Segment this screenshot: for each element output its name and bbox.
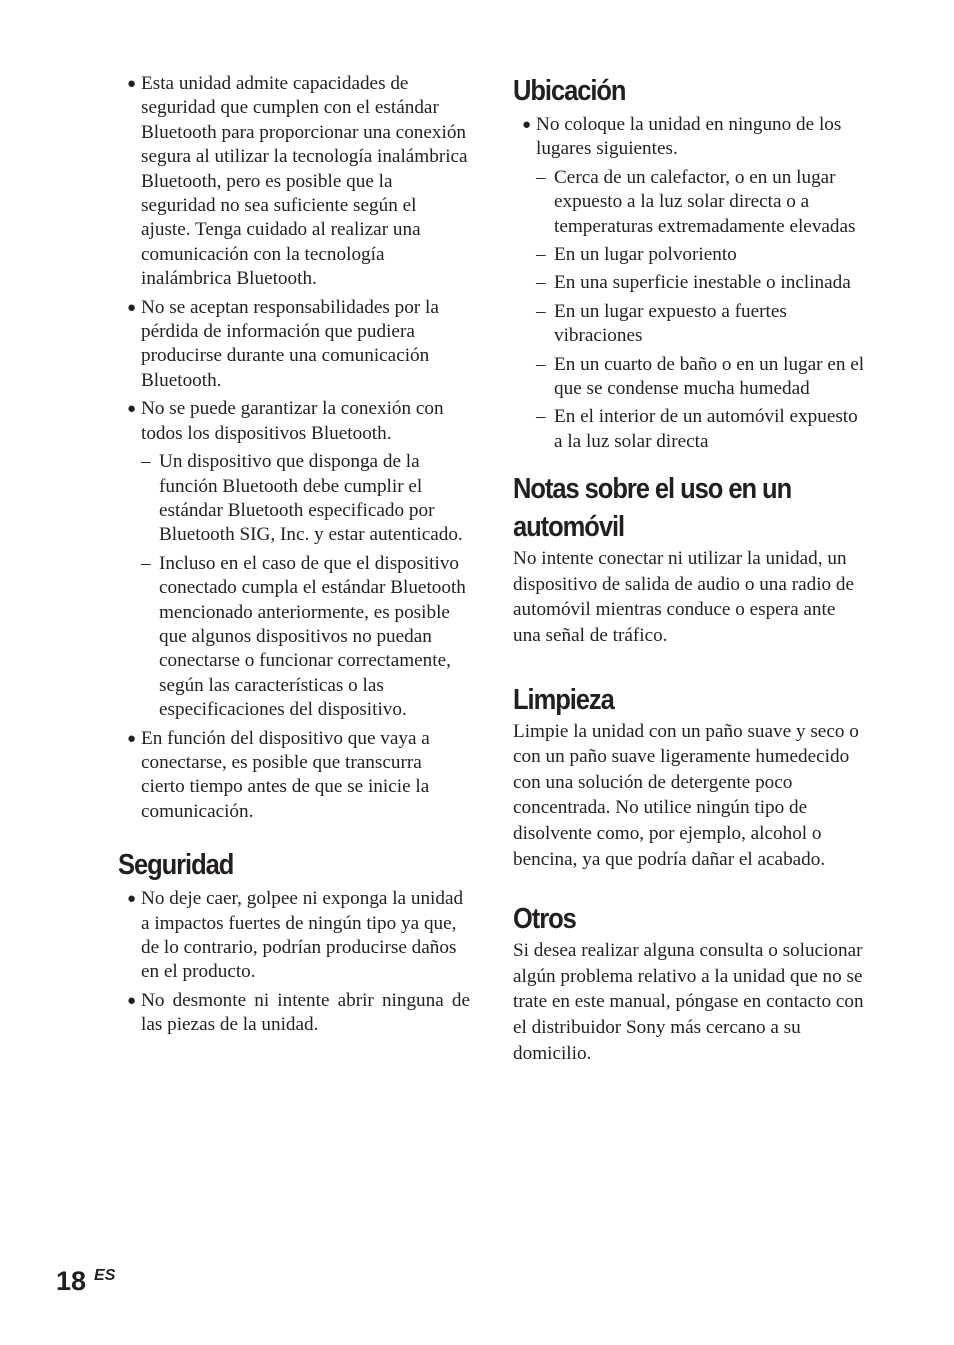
bullet-text: No deje caer, golpee ni exponga la unidad a impactos fuertes de ningún tipo ya que, de lo contrario, podrían producirse daños en el producto. — [141, 888, 464, 983]
section-title-notas-line1: Notas sobre el uso en un — [513, 473, 792, 506]
bullet-icon: ● — [522, 117, 532, 133]
ubicacion-bullet-list — [513, 113, 865, 454]
bullet-icon: ● — [127, 891, 137, 908]
sub-item-text: En un lugar polvoriento — [554, 244, 737, 266]
notas-body: No intente conectar ni utilizar la unidad, un dispositivo de salida de audio o una radio de automóvil mientras conduce o espera ante una señal de tráfico. — [513, 548, 855, 647]
dash-icon: – — [536, 166, 546, 188]
list-item — [118, 727, 470, 825]
list-item — [118, 397, 470, 722]
dash-icon: – — [536, 406, 546, 428]
list-item — [513, 113, 865, 454]
sub-list — [118, 450, 470, 722]
dash-icon: – — [536, 244, 546, 266]
sub-list-item — [513, 243, 865, 267]
sub-list — [513, 166, 865, 454]
section-title-seguridad: Seguridad — [118, 849, 234, 882]
bullet-text: En función del dispositivo que vaya a conectarse, es posible que transcurra cierto tiempo antes de que se inicie la comunicación. — [141, 727, 430, 822]
bullet-text: Esta unidad admite capacidades de seguridad que cumplen con el estándar Bluetooth para proporcionar una conexión segura al utilizar la tecnología inalámbrica Bluetooth, pero es posible que la seguridad no sea suficiente según el ajuste. Tenga cuidado al realizar una comunicación con la tecnología inalámbrica Bluetooth. — [141, 73, 468, 290]
sub-item-text: En el interior de un automóvil expuesto a la luz solar directa — [554, 406, 858, 452]
sub-list-item — [513, 405, 865, 454]
sub-list-item — [513, 353, 865, 402]
sub-list-item — [513, 300, 865, 349]
seguridad-bullet-list — [118, 887, 470, 1037]
sub-list-item — [513, 271, 865, 295]
sub-item-text: Un dispositivo que disponga de la función Bluetooth debe cumplir el estándar Bluetooth especificado por Bluetooth SIG, Inc. y estar autenticado. — [159, 451, 463, 546]
sub-item-text: En un lugar expuesto a fuertes vibraciones — [554, 300, 787, 347]
list-item — [118, 296, 470, 394]
bullet-text: No se aceptan responsabilidades por la pérdida de información que pudiera producirse durante una comunicación Bluetooth. — [141, 296, 439, 391]
sub-item-text: Cerca de un calefactor, o en un lugar expuesto a la luz solar directa o a temperaturas extremadamente elevadas — [554, 166, 856, 237]
list-item — [118, 72, 470, 292]
section-title-otros: Otros — [513, 903, 576, 936]
bullet-text: No se puede garantizar la conexión con todos los dispositivos Bluetooth. — [141, 398, 444, 444]
dash-icon: – — [141, 451, 151, 473]
sub-item-text: En un cuarto de baño o en un lugar en el que se condense mucha humedad — [554, 353, 865, 400]
section-title-ubicacion: Ubicación — [513, 75, 626, 107]
page-footer — [56, 1266, 115, 1297]
sub-list-item — [118, 450, 470, 548]
sub-item-text: Incluso en el caso de que el dispositivo conectado cumpla el estándar Bluetooth mencionado anteriormente, es posible que algunos dispositivos no puedan conectarse o funcionar correctamente, según las características o las especificaciones del dispositivo. — [159, 552, 466, 721]
section-title-notas — [513, 470, 823, 546]
sub-list-item — [118, 552, 470, 723]
language-code: ES — [94, 1267, 116, 1284]
list-item — [118, 887, 470, 985]
page-number: 18 — [56, 1266, 87, 1296]
intro-bullet-list — [118, 72, 470, 824]
bullet-icon: ● — [127, 401, 137, 418]
bullet-icon: ● — [127, 730, 137, 747]
bullet-text: No desmonte ni intente abrir ninguna de las piezas de la unidad. — [141, 989, 470, 1036]
sub-item-text: En una superficie inestable o inclinada — [554, 272, 851, 294]
dash-icon: – — [536, 353, 546, 375]
list-item — [118, 989, 470, 1038]
bullet-icon: ● — [127, 299, 137, 316]
bullet-icon: ● — [127, 992, 137, 1009]
section-title-limpieza: Limpieza — [513, 683, 614, 716]
dash-icon: – — [141, 552, 151, 574]
bullet-text: No coloque la unidad en ninguno de los lugares siguientes. — [536, 114, 842, 160]
bullet-icon: ● — [127, 76, 137, 92]
dash-icon: – — [536, 300, 546, 322]
otros-body: Si desea realizar alguna consulta o solucionar algún problema relativo a la unidad que no se trate en este manual, póngase en contacto con el distribuidor Sony más cercano a su domicilio. — [513, 940, 864, 1064]
sub-list-item — [513, 166, 865, 239]
left-column — [118, 72, 470, 1042]
dash-icon: – — [536, 272, 546, 294]
section-title-notas-line2: automóvil — [513, 511, 625, 544]
limpieza-body: Limpie la unidad con un paño suave y seco o con un paño suave ligeramente humedecido con una solución de detergente poco concentrada. No utilice ningún tipo de disolvente como, por ejemplo, alcohol o bencina, ya que podría dañar el acabado. — [513, 720, 859, 870]
right-column — [513, 72, 865, 1066]
